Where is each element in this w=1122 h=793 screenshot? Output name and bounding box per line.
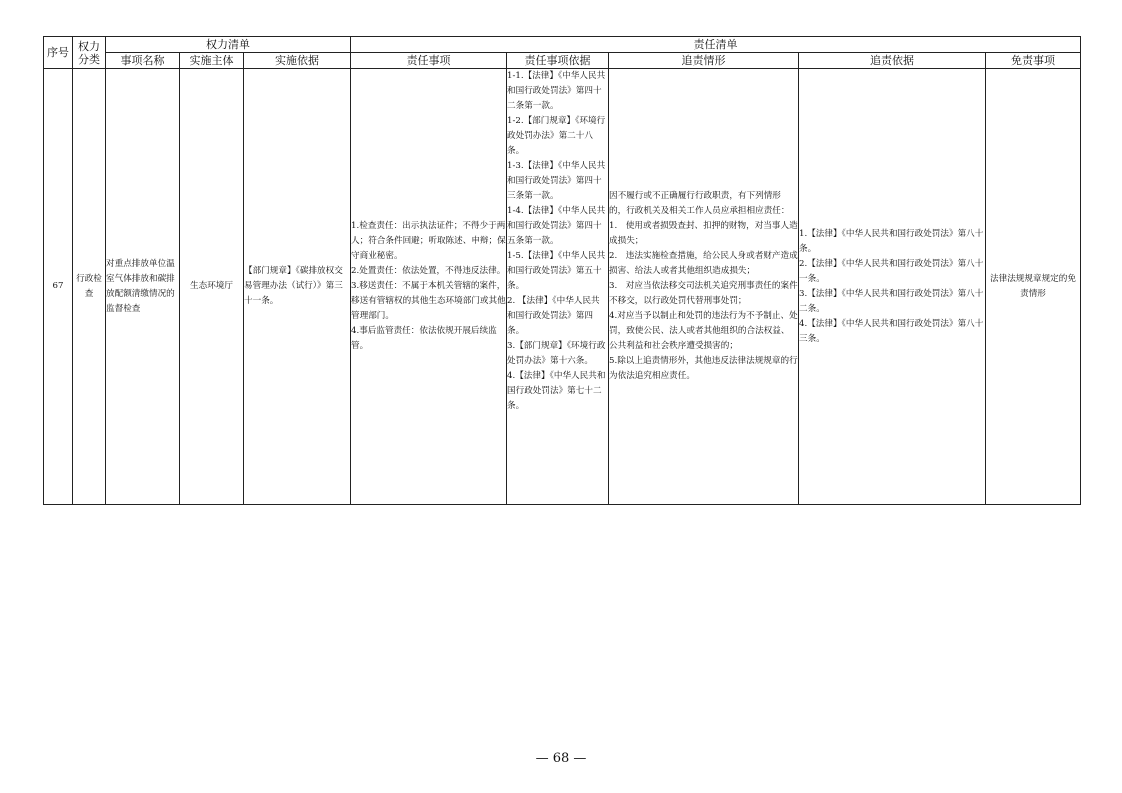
accountability-item: 4.对应当予以制止和处罚的违法行为不予制止、处罚，致使公民、法人或者其他组织的合法权益、公共利益和社会秩序遭受损害的； (609, 311, 798, 351)
responsibility-table (43, 36, 1081, 505)
resp-basis-item: 3.【部门规章】《环境行政处罚办法》第十六条。 (507, 341, 606, 366)
accountability-item: 因不履行或不正确履行行政职责，有下列情形的，行政机关及相关工作人员应承担相应责任： (609, 191, 790, 216)
header-accountability-basis: 追责依据 (799, 53, 986, 69)
cell-item-name: 对重点排放单位温室气体排放和碳排放配额清缴情况的监督检查 (106, 69, 180, 505)
cell-resp-items (351, 69, 507, 505)
resp-basis-item: 1-2.【部门规章】《环境行政处罚办法》第二十八条。 (507, 116, 606, 156)
header-item-name: 事项名称 (106, 53, 180, 69)
header-basis: 实施依据 (244, 53, 351, 69)
cell-accountability (609, 69, 799, 505)
accountability-basis-item: 1.【法律】《中华人民共和国行政处罚法》第八十条。 (799, 228, 984, 254)
resp-basis-item: 1-5.【法律】《中华人民共和国行政处罚法》第五十条。 (507, 251, 606, 291)
table-row (44, 69, 1081, 505)
header-accountability: 追责情形 (609, 53, 799, 69)
header-seq: 序号 (44, 37, 73, 69)
cell-category: 行政检查 (73, 69, 106, 505)
resp-item: 1.检查责任：出示执法证件；不得少于两人；符合条件回避；听取陈述、申辩；保守商业秘密。 (351, 221, 506, 261)
accountability-basis-item: 3.【法律】《中华人民共和国行政处罚法》第八十二条。 (799, 288, 984, 314)
header-power-list: 权力清单 (106, 37, 351, 53)
header-responsibility-list: 责任清单 (351, 37, 1081, 53)
cell-seq: 67 (44, 69, 73, 505)
accountability-item: 2. 违法实施检查措施，给公民人身或者财产造成损害、给法人或者其他组织造成损失； (609, 251, 798, 276)
header-subject: 实施主体 (180, 53, 244, 69)
accountability-item: 3. 对应当依法移交司法机关追究刑事责任的案件不移交，以行政处罚代替刑事处罚； (609, 281, 798, 306)
accountability-basis-item: 4.【法律】《中华人民共和国行政处罚法》第八十三条。 (799, 318, 984, 344)
accountability-basis-item: 2.【法律】《中华人民共和国行政处罚法》第八十一条。 (799, 258, 984, 284)
resp-basis-item: 4.【法律】《中华人民共和国行政处罚法》第七十二条。 (507, 371, 606, 411)
resp-basis-item: 1-4.【法律】《中华人民共和国行政处罚法》第四十五条第一款。 (507, 206, 606, 246)
header-resp-items: 责任事项 (351, 53, 507, 69)
resp-item: 2.处置责任：依法处置，不得违反法律。 (351, 266, 506, 276)
resp-item: 4.事后监管责任：依法依规开展后续监管。 (351, 326, 497, 351)
page-number: — 68 — (535, 751, 587, 766)
header-resp-basis: 责任事项依据 (507, 53, 609, 69)
cell-exemption: 法律法规规章规定的免责情形 (986, 69, 1081, 505)
resp-item: 3.移送责任：不属于本机关管辖的案件，移送有管辖权的其他生态环境部门或其他管理部门。 (351, 281, 506, 321)
resp-basis-item: 1-3.【法律】《中华人民共和国行政处罚法》第四十三条第一款。 (507, 161, 606, 201)
resp-basis-item: 2. 【法律】《中华人民共和国行政处罚法》第四条。 (507, 296, 600, 336)
resp-basis-item: 1-1.【法律】《中华人民共和国行政处罚法》第四十二条第一款。 (507, 71, 606, 111)
header-category: 权力分类 (73, 37, 106, 69)
accountability-item: 5.除以上追责情形外，其他违反法律法规规章的行为依法追究相应责任。 (609, 356, 798, 381)
cell-accountability-basis (799, 69, 986, 505)
header-exemption: 免责事项 (986, 53, 1081, 69)
accountability-item: 1. 使用或者损毁查封、扣押的财物，对当事人造成损失； (609, 221, 798, 246)
cell-resp-basis (507, 69, 609, 505)
cell-subject: 生态环境厅 (180, 69, 244, 505)
cell-basis: 【部门规章】《碳排放权交易管理办法（试行）》第三十一条。 (244, 69, 351, 505)
